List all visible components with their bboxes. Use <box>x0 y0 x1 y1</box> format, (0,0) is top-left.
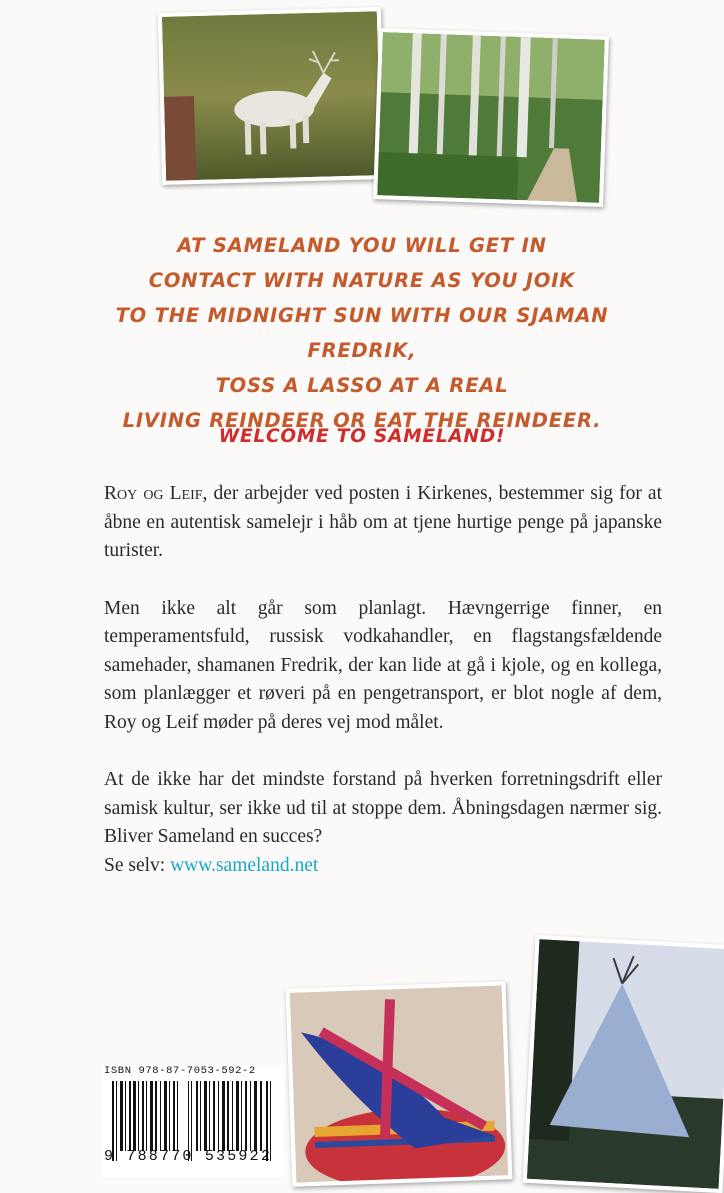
welcome-heading: WELCOME TO SAMELAND! <box>218 426 506 447</box>
paragraph-3: At de ikke har det mindste forstand på hverken forretningsdrift eller samisk kultur, ser ikke ud til at stoppe dem. Åbningsdagen nærmer sig. Bliver Sameland en succes? <box>104 769 662 847</box>
sami-hat-photo <box>286 981 513 1187</box>
paragraph-1-lead: Roy og Leif <box>104 483 203 504</box>
isbn-number: ISBN 978-87-7053-592-2 <box>104 1065 256 1077</box>
reindeer-photo <box>158 7 385 185</box>
tagline <box>60 228 664 438</box>
paragraph-1 <box>104 480 662 566</box>
forest-photo <box>373 28 609 207</box>
see-label: Se selv: <box>104 854 166 876</box>
paragraph-2: Men ikke alt går som planlagt. Hævngerrige finner, en temperamentsfuld, russisk vodkahandler, en flagstangsfældende samehader, shamanen Fredrik, der kan lide at gå i kjole, og en kollega, som planlægger et røveri på en pengetransport, er blot nogle af dem, Roy og Leif møder på deres vej mod målet. <box>104 597 662 733</box>
paragraph-1-rest: , der arbejder ved posten i Kirkenes, bestemmer sig for at åbne en autentisk samelejr i håb om at tjene hurtige penge på japanske turister. <box>104 483 662 561</box>
tagline-line: LIVING REINDEER OR EAT THE REINDEER. <box>122 409 602 432</box>
website-link[interactable]: www.sameland.net <box>170 854 319 876</box>
blurb <box>104 480 662 880</box>
tagline-line: CONTACT WITH NATURE AS YOU JOIK <box>148 269 576 292</box>
tagline-line: TO THE MIDNIGHT SUN WITH OUR SJAMAN FREDRIK, <box>115 304 609 362</box>
barcode-digits: 9 788770 535922 <box>104 1148 273 1165</box>
tagline-line: TOSS A LASSO AT A REAL <box>215 374 509 397</box>
tipi-photo <box>523 935 724 1193</box>
website-line <box>104 852 662 881</box>
tagline-line: AT SAMELAND YOU WILL GET IN <box>177 234 547 257</box>
